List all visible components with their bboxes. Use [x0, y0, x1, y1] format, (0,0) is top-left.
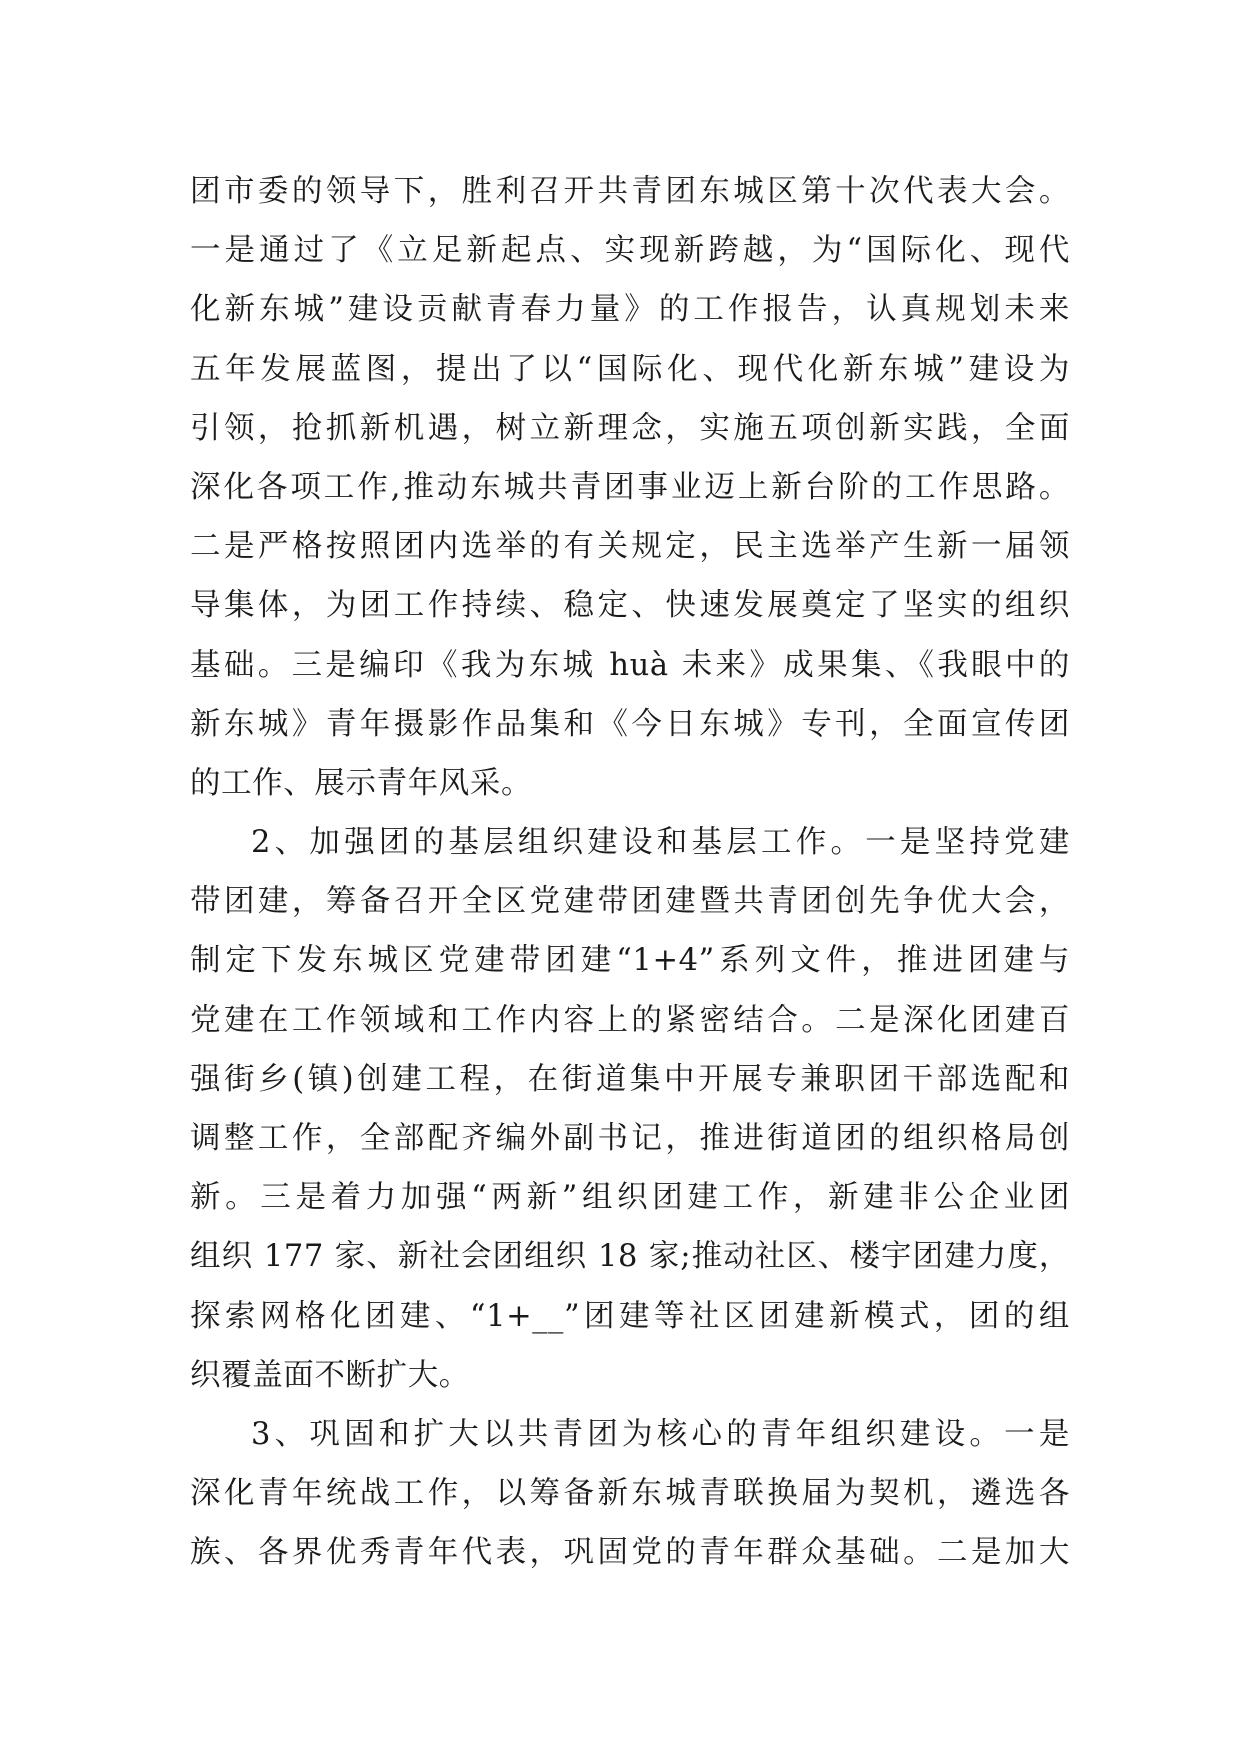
text-line: 深化青年统战工作，以筹备新东城青联换届为契机，遴选各	[190, 1476, 1070, 1512]
text-line: 3、巩固和扩大以共青团为核心的青年组织建设。一是	[251, 1416, 1070, 1452]
paragraph-grassroots-organization	[190, 813, 1070, 1405]
text-line: 新东城》青年摄影作品集和《今日东城》专刊，全面宣传团	[190, 706, 1070, 742]
text-line: 引领，抢抓新机遇，树立新理念，实施五项创新实践，全面	[190, 410, 1070, 446]
text-line: 导集体，为团工作持续、稳定、快速发展奠定了坚实的组织	[190, 588, 1070, 624]
paragraph-youth-organization	[190, 1405, 1070, 1583]
text-line: 团市委的领导下，胜利召开共青团东城区第十次代表大会。	[190, 174, 1070, 209]
text-line: 制定下发东城区党建带团建“1+4”系列文件，推进团建与	[190, 943, 1070, 979]
text-line: 的工作、展示青年风采。	[190, 765, 533, 801]
text-line: 一是通过了《立足新起点、实现新跨越，为“国际化、现代	[190, 233, 1070, 269]
text-line: 族、各界优秀青年代表，巩固党的青年群众基础。二是加大	[190, 1535, 1070, 1571]
text-line: 带团建，筹备召开全区党建带团建暨共青团创先争优大会，	[190, 884, 1070, 920]
text-line: 组织 177 家、新社会团组织 18 家;推动社区、楼宇团建力度，	[190, 1239, 1070, 1275]
text-line: 二是严格按照团内选举的有关规定，民主选举产生新一届领	[190, 529, 1070, 565]
text-line: 化新东城”建设贡献青春力量》的工作报告，认真规划未来	[190, 292, 1070, 328]
text-line: 2、加强团的基层组织建设和基层工作。一是坚持党建	[251, 825, 1070, 861]
text-line: 织覆盖面不断扩大。	[190, 1357, 470, 1393]
text-line: 探索网格化团建、“1+__”团建等社区团建新模式，团的组	[190, 1298, 1070, 1334]
text-line: 调整工作，全部配齐编外副书记，推进街道团的组织格局创	[190, 1121, 1070, 1156]
text-line: 深化各项工作,推动东城共青团事业迈上新台阶的工作思路。	[190, 469, 1070, 505]
text-line: 强街乡(镇)创建工程，在街道集中开展专兼职团干部选配和	[190, 1061, 1070, 1097]
text-line: 五年发展蓝图，提出了以“国际化、现代化新东城”建设为	[190, 351, 1070, 387]
text-line: 党建在工作领域和工作内容上的紧密结合。二是深化团建百	[190, 1002, 1070, 1038]
text-line: 新。三是着力加强“两新”组织团建工作，新建非公企业团	[190, 1180, 1070, 1216]
paragraph-congress	[190, 162, 1070, 813]
document-body	[190, 162, 1070, 1583]
text-line: 基础。三是编印《我为东城 huà 未来》成果集、《我眼中的	[190, 647, 1070, 683]
